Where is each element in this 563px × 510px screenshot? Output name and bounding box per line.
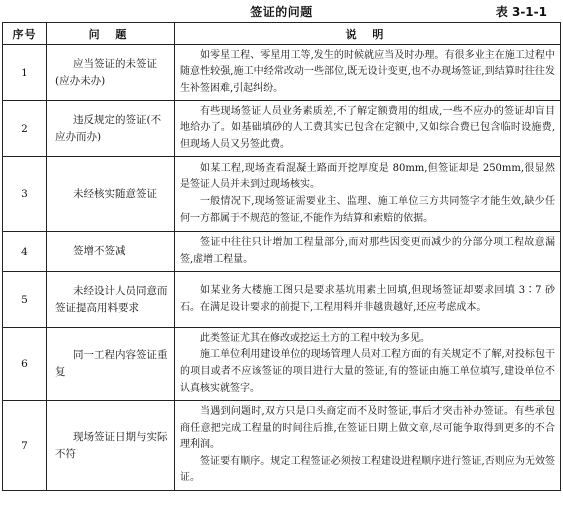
row-description — [175, 328, 561, 401]
description-paragraph: 签证中往往只计增加工程量部分,而对那些因变更而减少的分部分项工程故意漏签,虚增工程量。 — [180, 236, 555, 265]
table-number: 表 3-1-1 — [495, 5, 547, 19]
table-row — [3, 328, 561, 401]
header-no: 序号 — [3, 23, 47, 45]
description-paragraph: 有些现场签证人员业务素质差,不了解定额费用的组成,一些不应办的签证却盲目地给办了。如基础填砂的人工费其实已包含在定额中,又如综合费已包含临时设施费,但现场人员又另签此费。 — [180, 105, 555, 150]
table-row — [3, 157, 561, 232]
table-row — [3, 272, 561, 328]
table-body — [3, 45, 561, 491]
header-issue: 问 题 — [47, 23, 175, 45]
table-header-row — [3, 23, 561, 45]
table-row — [3, 101, 561, 157]
description-paragraph: 如某业务大楼施工图只是要求基坑用素土回填,但现场签证却要求回填 3∶7 砂石。在满足设计要求的前提下,工程用料并非越贵越好,还应考虑成本。 — [180, 284, 555, 313]
row-issue: 未经核实随意签证 — [47, 157, 175, 232]
table-row — [3, 232, 561, 272]
row-number: 2 — [3, 101, 47, 157]
issues-table — [2, 22, 561, 491]
row-issue: 未经设计人员同意而签证提高用料要求 — [47, 272, 175, 328]
table-row — [3, 401, 561, 491]
row-number: 4 — [3, 232, 47, 272]
row-description — [175, 45, 561, 101]
description-paragraph: 当遇到问题时,双方只是口头商定而不及时签证,事后才突击补办签证。有些承包商任意把完成工程量的时间往后推,在签证日期上做文章,尽可能争取得到更多的不合理利润。 — [180, 406, 555, 451]
row-issue: 应当签证的未签证(应办未办) — [47, 45, 175, 101]
row-number: 7 — [3, 401, 47, 491]
description-paragraph: 施工单位利用建设单位的现场管理人员对工程方面的有关规定不了解,对投标包干的项目或者不应该签证的项目进行大量的签证,有的签证由施工单位填写,建设单位不认真核实就签字。 — [180, 349, 555, 394]
row-number: 6 — [3, 328, 47, 401]
header-desc: 说 明 — [175, 23, 561, 45]
row-number: 5 — [3, 272, 47, 328]
description-paragraph: 签证要有顺序。规定工程签证必须按工程建设进程顺序进行签证,否则应为无效签证。 — [180, 455, 555, 484]
row-description — [175, 401, 561, 491]
row-number: 1 — [3, 45, 47, 101]
description-paragraph: 如某工程,现场查看混凝土路面开挖厚度是 80mm,但签证却是 250mm,很显然是签证人员并未到过现场核实。 — [180, 162, 555, 191]
row-issue: 同一工程内容签证重复 — [47, 328, 175, 401]
row-issue: 签增不签减 — [47, 232, 175, 272]
row-description — [175, 101, 561, 157]
description-paragraph: 此类签证尤其在修改或挖运土方的工程中较为多见。 — [200, 332, 430, 344]
table-row — [3, 45, 561, 101]
row-description — [175, 157, 561, 232]
title-bar — [2, 0, 561, 22]
row-number: 3 — [3, 157, 47, 232]
table-title: 签证的问题 — [250, 5, 313, 19]
row-issue: 现场签证日期与实际不符 — [47, 401, 175, 491]
description-paragraph: 如零星工程、零星用工等,发生的时候就应当及时办理。有很多业主在施工过程中随意性较强,施工中经常改动一些部位,既无设计变更,也不办现场签证,到结算时往往发生补签困难,引起纠纷。 — [180, 49, 555, 94]
row-issue: 违反规定的签证(不应办而办) — [47, 101, 175, 157]
description-paragraph: 一般情况下,现场签证需要业主、监理、施工单位三方共同签字才能生效,缺少任何一方都属于不规范的签证,不能作为结算和索赔的依据。 — [180, 196, 555, 224]
row-description — [175, 272, 561, 328]
row-description — [175, 232, 561, 272]
